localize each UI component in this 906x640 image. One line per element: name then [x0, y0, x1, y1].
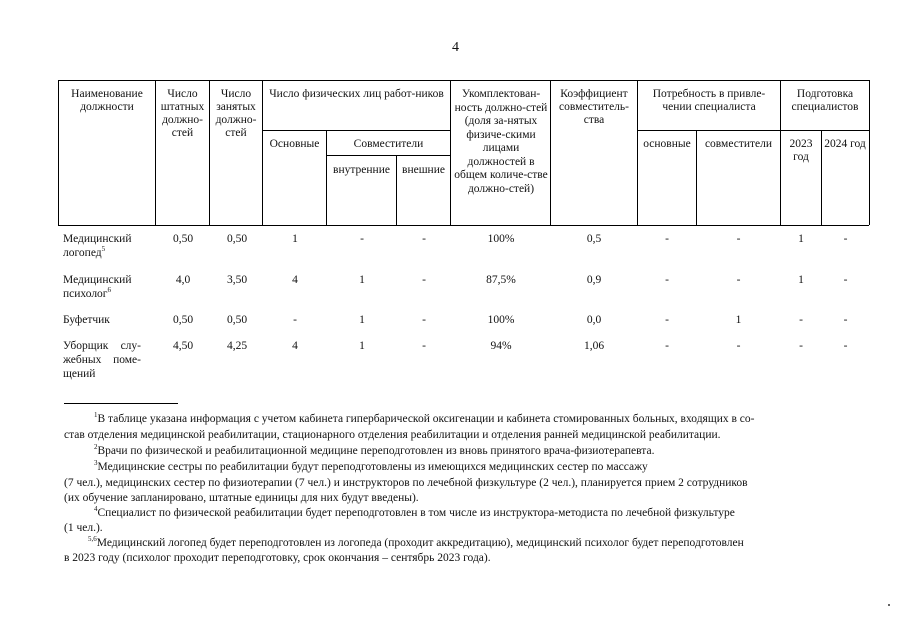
footnote-4: $^4$Специалист по физической реабилитации будет переподготовлен в том числе из инструктора-методиста по лечебной физкультуре: [94, 505, 735, 519]
header-main-workers: Основные: [269, 138, 320, 150]
row-need-main: -: [665, 340, 669, 352]
header-training: Подготовка специалистов: [791, 88, 859, 113]
row-need-part-time: -: [736, 340, 741, 352]
row-need-main: -: [665, 233, 669, 245]
row-occupied: 0,50: [226, 314, 248, 326]
row-external: -: [422, 233, 426, 245]
footnote-2: $^2$Врачи по физической и реабилитационной медицине переподготовлен из вновь принятого врача-физиотерапевта.: [94, 443, 655, 457]
row-coefficient: 0,0: [586, 314, 602, 326]
row-year-2024: -: [843, 233, 848, 245]
row-need-part-time: -: [736, 274, 741, 286]
footnote-3-cont: (7 чел.), медицинских сестер по физиотерапии (7 чел.) и инструкторов по лечебной физкультуре (2 чел.), планируется прием 2 сотрудников: [64, 477, 748, 489]
row-need-part-time: 1: [735, 314, 742, 326]
footnote-5-6: $^{5,6}$Медицинский логопед будет переподготовлен из логопеда (проходит аккредитацию), медицинский психолог будет переподготовлен: [88, 535, 744, 549]
row-staff: 0,50: [172, 314, 194, 326]
row-external: -: [422, 340, 426, 352]
row-year-2024: -: [843, 314, 848, 326]
footnote-1-cont: став отделения медицинской реабилитации, стационарного отделения реабилитации и отделения ранней медицинской реабилитации.: [64, 429, 721, 441]
row-main: 4: [292, 274, 298, 286]
row-coefficient: 1,06: [583, 340, 605, 352]
row-year-2023: -: [799, 340, 803, 352]
footnote-4-cont: (1 чел.).: [64, 522, 103, 534]
header-need-part-time: совместители: [704, 138, 773, 150]
row-staffing: 100%: [487, 233, 515, 245]
row-need-main: -: [665, 314, 669, 326]
header-physical-persons: Число физических лиц работ-ников: [269, 88, 444, 100]
header-year-2024: 2024 год: [824, 138, 866, 150]
row-coefficient: 0,9: [586, 274, 602, 286]
row-year-2023: 1: [798, 233, 804, 245]
footnote-separator: [64, 403, 178, 404]
row-main: -: [293, 314, 297, 326]
header-occupied-positions: Число занятых должно-стей: [215, 88, 257, 139]
row-occupied: 4,25: [226, 340, 248, 352]
row-year-2024: -: [843, 340, 848, 352]
row-main: 1: [292, 233, 298, 245]
row-external: -: [422, 314, 426, 326]
header-staffing-level: Укомплектован-ность должно-стей (доля за-нятых физиче-скими лицами должностей в общем количе-стве должно-стей): [454, 88, 548, 195]
row-staffing: 100%: [487, 314, 515, 326]
row-coefficient: 0,5: [586, 233, 602, 245]
row-position-name: Медицинский логопед$^5$: [63, 233, 132, 259]
row-main: 4: [292, 340, 298, 352]
header-year-2023: 2023 год: [789, 138, 813, 163]
row-internal: 1: [359, 274, 365, 286]
row-need-main: -: [665, 274, 669, 286]
header-coefficient: Коэффициент совместитель-ства: [559, 88, 629, 126]
header-position-name: Наименование должности: [71, 88, 143, 113]
scan-speck: [888, 604, 890, 606]
row-staffing: 94%: [490, 340, 512, 352]
footnote-1: $^1$В таблице указана информация с учетом кабинета гипербарической оксигенации и кабинета стомированных больных, входящих в со-: [94, 411, 755, 425]
footnote-3: $^3$Медицинские сестры по реабилитации будут переподготовлены из имеющихся медицинских сестер по массажу: [94, 459, 648, 473]
page-number: 4: [452, 40, 459, 55]
row-position-name: Буфетчик: [63, 314, 110, 326]
header-need-main: основные: [643, 138, 691, 150]
header-internal: внутренние: [333, 164, 390, 176]
header-part-timers: Совместители: [353, 138, 424, 150]
row-staff: 4,50: [172, 340, 194, 352]
row-internal: 1: [359, 340, 365, 352]
row-position-name: Медицинский психолог$^6$: [63, 274, 132, 300]
row-position-name: Уборщик слу-жебных поме-щений: [63, 340, 141, 380]
header-staff-positions: Число штатных должно-стей: [160, 88, 205, 139]
row-internal: -: [360, 233, 364, 245]
footnote-5-6-cont: в 2023 году (психолог проходит переподготовку, срок окончания – сентябрь 2023 года).: [64, 552, 491, 564]
header-external: внешние: [402, 164, 445, 176]
row-occupied: 0,50: [226, 233, 248, 245]
row-internal: 1: [359, 314, 365, 326]
row-external: -: [422, 274, 426, 286]
row-year-2023: -: [799, 314, 803, 326]
row-year-2023: 1: [798, 274, 804, 286]
row-occupied: 3,50: [226, 274, 248, 286]
row-year-2024: -: [843, 274, 848, 286]
row-staff: 4,0: [175, 274, 191, 286]
row-staff: 0,50: [172, 233, 194, 245]
header-specialist-need: Потребность в привле-чении специалиста: [652, 88, 766, 113]
row-staffing: 87,5%: [486, 274, 516, 286]
footnote-3-cont2: (их обучение запланировано, штатные единицы для них будут введены).: [64, 492, 419, 504]
row-need-part-time: -: [736, 233, 741, 245]
